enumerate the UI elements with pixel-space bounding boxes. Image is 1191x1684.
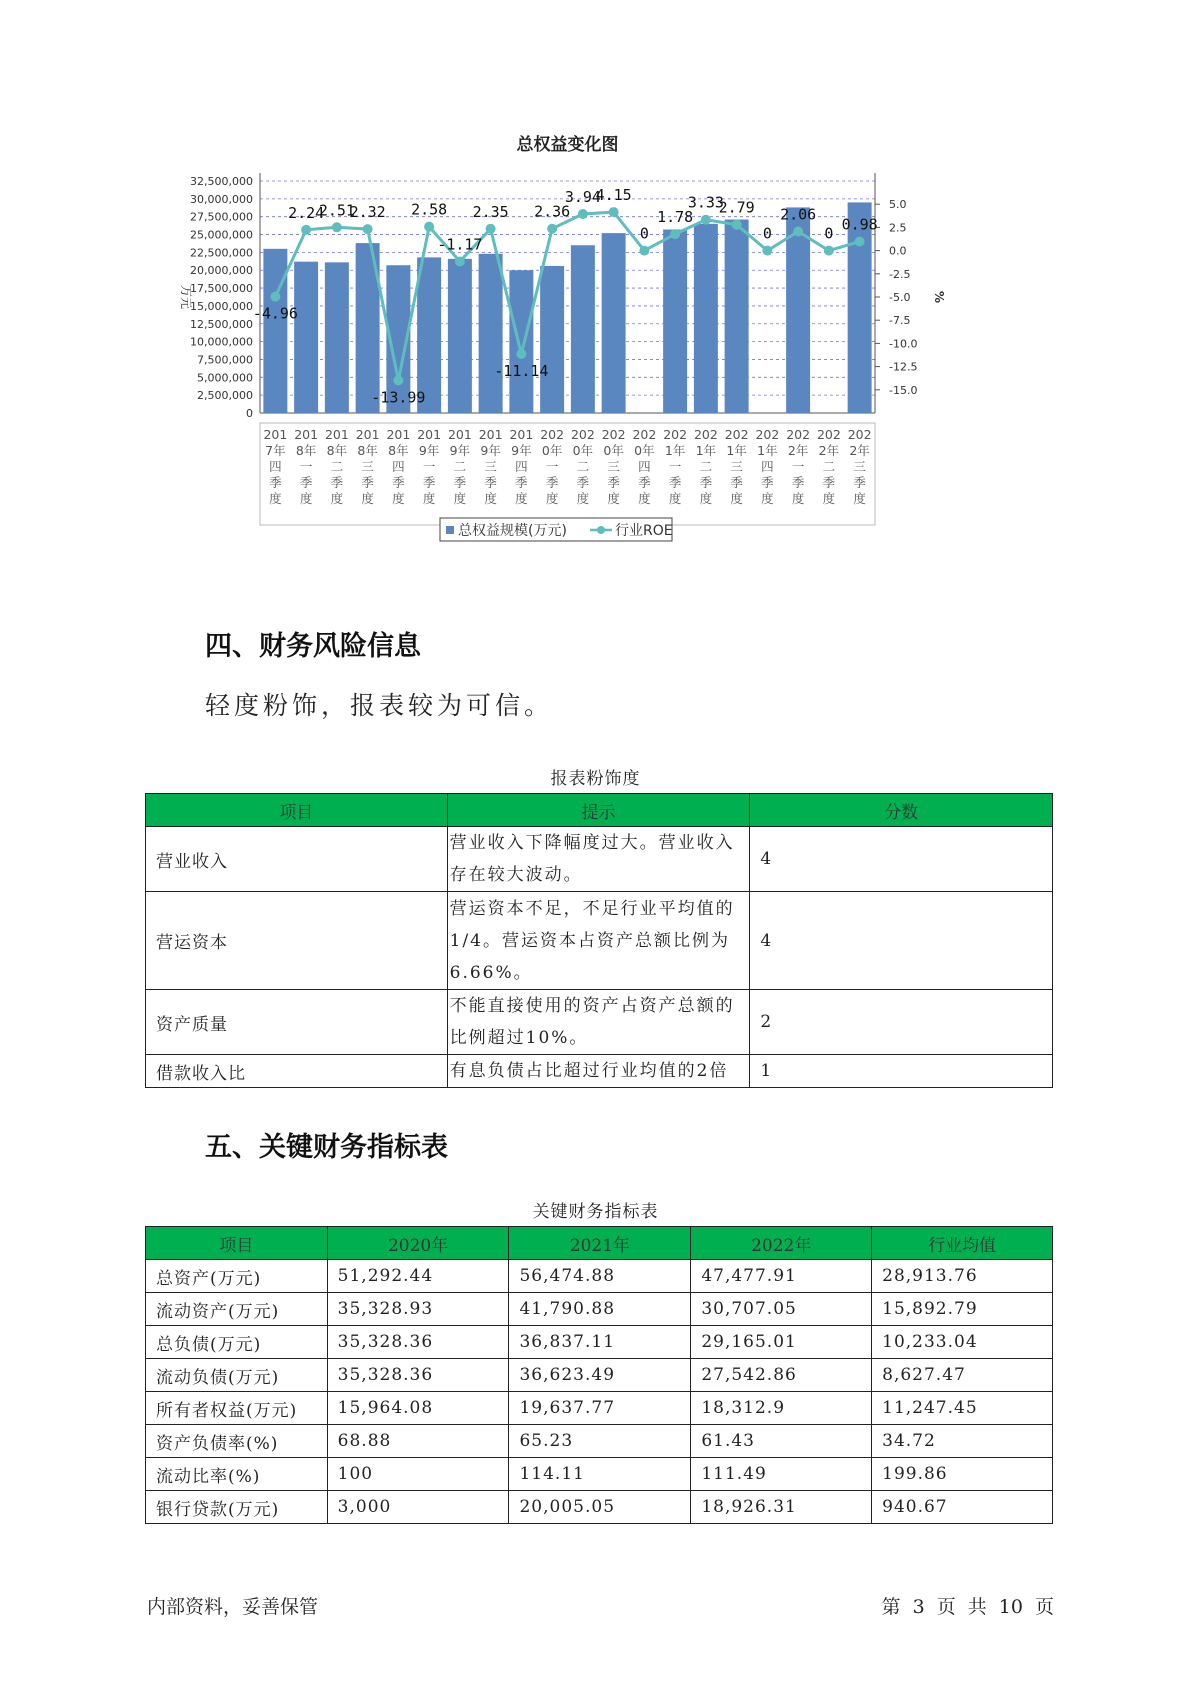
kpi-2021: 20,005.05: [509, 1491, 691, 1524]
y-tick-label: 0: [246, 407, 253, 420]
x-tick-label: 二: [330, 459, 344, 474]
x-tick-label: 度: [668, 491, 682, 506]
roe-point: [824, 246, 834, 256]
x-tick-label: 度: [361, 491, 374, 506]
header-item: 项目: [146, 1227, 328, 1260]
x-tick-label: 季: [269, 475, 282, 490]
x-tick-label: 202: [786, 427, 811, 442]
kpi-item: 总资产(万元): [146, 1260, 328, 1293]
y-tick-label: 32,500,000: [190, 175, 253, 188]
x-tick-label: 季: [761, 475, 774, 490]
x-tick-label: 四: [392, 459, 405, 474]
legend-bar-label: 总权益规模(万元): [458, 523, 567, 539]
table-row: [146, 1326, 1053, 1359]
kpi-2021: 65.23: [509, 1425, 691, 1458]
x-tick-label: 二: [822, 459, 836, 474]
x-tick-label: 202: [847, 427, 872, 442]
equity-chart: [170, 130, 970, 600]
kpi-2021: 36,623.49: [509, 1359, 691, 1392]
x-tick-label: 度: [761, 491, 774, 506]
kpi-2022: 111.49: [691, 1458, 872, 1491]
table-row: [146, 892, 1053, 990]
table-header-row: [146, 794, 1053, 827]
y2-tick-label: 5.0: [889, 198, 907, 212]
table-row: [146, 1260, 1053, 1293]
roe-data-label: 2.32: [349, 203, 386, 222]
roe-data-label: 2.24: [288, 203, 325, 222]
roe-data-label: 2.51: [318, 201, 355, 220]
kpi-2020: 100: [327, 1458, 509, 1491]
kpi-2022: 18,312.9: [691, 1392, 872, 1425]
y-tick-label: 22,500,000: [190, 246, 253, 260]
legend-line-label: 行业ROE: [615, 523, 673, 539]
kpi-industry-avg: 28,913.76: [872, 1260, 1053, 1293]
kpi-2020: 35,328.93: [327, 1293, 509, 1326]
table-row: [146, 1425, 1053, 1458]
x-tick-label: 8年: [388, 443, 409, 458]
roe-data-label: 2.79: [718, 198, 755, 217]
x-tick-label: 0年: [572, 443, 594, 458]
chart-title: 总权益变化图: [516, 135, 619, 155]
x-tick-label: 季: [422, 475, 436, 490]
risk-hint: 不能直接使用的资产占资产总额的比例超过10%。: [447, 990, 750, 1055]
x-tick-label: 2年: [849, 443, 870, 458]
kpi-2020: 68.88: [327, 1425, 509, 1458]
kpi-2021: 19,637.77: [509, 1392, 691, 1425]
x-tick-label: 季: [576, 475, 590, 490]
x-tick-label: 度: [791, 491, 805, 506]
section-heading-risk: 四、财务风险信息: [205, 631, 421, 662]
x-tick-label: 四: [515, 459, 528, 474]
risk-item: 营业收入: [146, 827, 448, 892]
kpi-industry-avg: 940.67: [872, 1491, 1053, 1524]
y-tick-label: 27,500,000: [190, 210, 253, 224]
roe-point: [793, 226, 803, 236]
x-tick-label: 季: [453, 475, 467, 490]
roe-data-label: 3.94: [564, 188, 601, 207]
bar: [294, 262, 318, 413]
x-tick-label: 2年: [787, 443, 809, 458]
x-tick-label: 1年: [664, 443, 686, 458]
kpi-2020: 35,328.36: [327, 1326, 509, 1359]
x-tick-label: 1年: [757, 443, 778, 458]
header-hint: 提示: [447, 794, 750, 827]
roe-point: [270, 292, 280, 302]
x-tick-label: 202: [693, 427, 718, 442]
risk-score: 4: [750, 892, 1053, 990]
y2-tick-label: -5.0: [889, 291, 911, 304]
roe-data-label: 2.58: [411, 200, 448, 219]
x-tick-label: 季: [484, 475, 497, 490]
kpi-2022: 27,542.86: [691, 1359, 872, 1392]
header-2020: 2020年: [327, 1227, 509, 1260]
x-tick-label: 度: [484, 491, 497, 506]
y2-axis-label: %: [932, 290, 946, 304]
kpi-table-caption: 关键财务指标表: [532, 1202, 659, 1222]
bar: [540, 266, 564, 413]
kpi-2022: 29,165.01: [691, 1326, 872, 1359]
roe-data-label: -13.99: [371, 388, 426, 407]
x-tick-label: 度: [422, 491, 436, 506]
y2-tick-label: -10.0: [889, 337, 918, 351]
kpi-industry-avg: 11,247.45: [872, 1392, 1053, 1425]
x-label-box: [260, 423, 875, 525]
section-heading-kpi: 五、关键财务指标表: [205, 1132, 448, 1163]
table-row: [146, 1055, 1053, 1088]
x-tick-label: 一: [545, 459, 559, 474]
roe-data-label: 3.33: [687, 193, 724, 212]
roe-point: [578, 209, 588, 219]
kpi-item: 总负债(万元): [146, 1326, 328, 1359]
roe-point: [701, 215, 711, 225]
x-tick-label: 度: [453, 491, 467, 506]
bar: [694, 224, 718, 413]
roe-data-label: -1.17: [437, 235, 483, 254]
kpi-industry-avg: 199.86: [872, 1458, 1053, 1491]
x-tick-label: 0年: [603, 443, 624, 458]
roe-point: [516, 349, 526, 359]
y-tick-label: 30,000,000: [190, 192, 253, 206]
x-tick-label: 一: [299, 459, 313, 474]
y2-tick-label: 2.5: [889, 221, 907, 235]
x-tick-label: 0年: [541, 443, 563, 458]
y2-tick-label: -15.0: [889, 383, 918, 397]
x-tick-label: 二: [576, 459, 590, 474]
kpi-item: 流动负债(万元): [146, 1359, 328, 1392]
kpi-item: 银行贷款(万元): [146, 1491, 328, 1524]
y2-tick-label: -2.5: [889, 267, 911, 281]
x-tick-label: 一: [422, 459, 436, 474]
x-tick-label: 季: [299, 475, 313, 490]
x-tick-label: 三: [853, 459, 866, 474]
x-tick-label: 度: [730, 491, 743, 506]
y-tick-label: 17,500,000: [190, 282, 253, 296]
x-tick-label: 1年: [695, 443, 717, 458]
roe-point: [301, 225, 311, 235]
risk-score: 4: [750, 827, 1053, 892]
y2-tick-label: 0.0: [889, 244, 907, 258]
roe-data-label: 0.98: [841, 215, 878, 234]
header-score: 分数: [750, 794, 1053, 827]
page-number: 第 3 页 共 10 页: [881, 1596, 1054, 1618]
bar: [509, 270, 533, 413]
x-tick-label: 季: [699, 475, 713, 490]
roe-point: [639, 246, 649, 256]
roe-point: [363, 224, 373, 234]
roe-data-label: 0: [824, 224, 834, 243]
x-tick-label: 201: [478, 427, 503, 442]
bar: [571, 245, 595, 413]
y-tick-label: 25,000,000: [190, 228, 253, 242]
x-tick-label: 9年: [480, 443, 501, 458]
header-industry-avg: 行业均值: [872, 1227, 1053, 1260]
table-row: [146, 1359, 1053, 1392]
x-tick-label: 202: [570, 427, 595, 442]
x-tick-label: 季: [730, 475, 743, 490]
x-tick-label: 201: [447, 427, 472, 442]
header-2021: 2021年: [509, 1227, 691, 1260]
kpi-item: 流动资产(万元): [146, 1293, 328, 1326]
roe-data-label: 0: [762, 224, 772, 243]
x-tick-label: 202: [632, 427, 657, 442]
kpi-2020: 51,292.44: [327, 1260, 509, 1293]
x-tick-label: 201: [263, 427, 288, 442]
roe-data-label: 0: [639, 224, 649, 243]
header-2022: 2022年: [691, 1227, 872, 1260]
roe-data-label: -11.14: [494, 361, 549, 380]
x-tick-label: 度: [299, 491, 313, 506]
x-tick-label: 度: [638, 491, 651, 506]
risk-score: 2: [750, 990, 1053, 1055]
roe-data-label: 2.35: [472, 202, 509, 221]
roe-point: [609, 207, 619, 217]
risk-item: 营运资本: [146, 892, 448, 990]
risk-summary: 轻度粉饰，报表较为可信。: [205, 691, 554, 720]
kpi-2020: 15,964.08: [327, 1392, 509, 1425]
x-tick-label: 一: [791, 459, 805, 474]
kpi-industry-avg: 8,627.47: [872, 1359, 1053, 1392]
x-tick-label: 1年: [726, 443, 747, 458]
x-tick-label: 201: [509, 427, 534, 442]
bar: [602, 233, 626, 413]
kpi-2020: 3,000: [327, 1491, 509, 1524]
x-tick-label: 度: [853, 491, 866, 506]
x-tick-label: 季: [515, 475, 528, 490]
risk-hint: 营运资本不足，不足行业平均值的1/4。营运资本占资产总额比例为6.66%。: [447, 892, 750, 990]
risk-score: 1: [750, 1055, 1053, 1088]
x-tick-label: 三: [607, 459, 620, 474]
x-tick-label: 7年: [265, 443, 286, 458]
kpi-2021: 114.11: [509, 1458, 691, 1491]
y-tick-label: 20,000,000: [190, 264, 253, 278]
x-tick-label: 季: [638, 475, 651, 490]
y-tick-label: 7,500,000: [197, 353, 253, 367]
y2-tick-label: -7.5: [889, 314, 911, 328]
roe-point: [855, 237, 865, 247]
x-tick-label: 9年: [511, 443, 532, 458]
y-tick-label: 15,000,000: [190, 299, 253, 313]
x-tick-label: 202: [755, 427, 780, 442]
roe-data-label: 2.06: [780, 205, 817, 224]
kpi-2022: 47,477.91: [691, 1260, 872, 1293]
x-tick-label: 202: [663, 427, 688, 442]
x-tick-label: 201: [294, 427, 319, 442]
bar: [663, 230, 687, 413]
x-tick-label: 202: [540, 427, 565, 442]
roe-data-label: 2.36: [534, 202, 571, 221]
roe-data-label: 1.78: [657, 208, 694, 227]
kpi-item: 所有者权益(万元): [146, 1392, 328, 1425]
x-tick-label: 201: [417, 427, 442, 442]
x-tick-label: 202: [816, 427, 841, 442]
kpi-2021: 36,837.11: [509, 1326, 691, 1359]
roe-data-label: 4.15: [595, 186, 632, 205]
x-tick-label: 季: [330, 475, 344, 490]
x-tick-label: 9年: [449, 443, 471, 458]
kpi-item: 流动比率(%): [146, 1458, 328, 1491]
x-tick-label: 四: [761, 459, 774, 474]
x-tick-label: 二: [453, 459, 467, 474]
x-tick-label: 201: [355, 427, 380, 442]
risk-hint: 营业收入下降幅度过大。营业收入存在较大波动。: [447, 827, 750, 892]
bar: [848, 202, 872, 413]
header-item: 项目: [146, 794, 448, 827]
table-row: [146, 1392, 1053, 1425]
x-tick-label: 8年: [326, 443, 348, 458]
x-tick-label: 度: [607, 491, 620, 506]
x-tick-label: 三: [730, 459, 743, 474]
roe-data-label: -4.96: [252, 304, 298, 323]
x-tick-label: 度: [392, 491, 405, 506]
x-tick-label: 8年: [295, 443, 317, 458]
x-tick-label: 度: [269, 491, 282, 506]
x-tick-label: 度: [822, 491, 836, 506]
kpi-industry-avg: 10,233.04: [872, 1326, 1053, 1359]
x-tick-label: 2年: [818, 443, 840, 458]
x-tick-label: 度: [699, 491, 713, 506]
x-tick-label: 三: [484, 459, 497, 474]
x-tick-label: 季: [607, 475, 620, 490]
x-tick-label: 202: [601, 427, 626, 442]
footer-confidential: 内部资料，妥善保管: [147, 1596, 319, 1618]
bar: [263, 249, 287, 413]
x-tick-label: 度: [576, 491, 590, 506]
risk-item: 资产质量: [146, 990, 448, 1055]
roe-point: [332, 222, 342, 232]
legend-line-marker: [597, 526, 605, 534]
x-tick-label: 度: [330, 491, 344, 506]
bar: [448, 259, 472, 413]
x-tick-label: 三: [361, 459, 374, 474]
risk-table-caption: 报表粉饰度: [550, 769, 641, 789]
kpi-2020: 35,328.36: [327, 1359, 509, 1392]
x-tick-label: 四: [638, 459, 651, 474]
risk-hint: 有息负债占比超过行业均值的2倍: [447, 1055, 750, 1088]
table-row: [146, 1491, 1053, 1524]
y-tick-label: 12,500,000: [190, 317, 253, 331]
x-tick-label: 季: [392, 475, 405, 490]
y2-tick-label: -12.5: [889, 360, 918, 374]
table-row: [146, 990, 1053, 1055]
x-tick-label: 9年: [418, 443, 440, 458]
kpi-industry-avg: 34.72: [872, 1425, 1053, 1458]
x-tick-label: 季: [361, 475, 374, 490]
x-tick-label: 8年: [357, 443, 378, 458]
roe-point: [732, 220, 742, 230]
x-tick-label: 度: [515, 491, 528, 506]
kpi-item: 资产负债率(%): [146, 1425, 328, 1458]
kpi-2022: 61.43: [691, 1425, 872, 1458]
bar: [479, 254, 503, 413]
x-tick-label: 季: [853, 475, 866, 490]
risk-table: [145, 793, 1053, 1088]
roe-point: [424, 222, 434, 232]
x-tick-label: 一: [668, 459, 682, 474]
x-tick-label: 二: [699, 459, 713, 474]
roe-point: [762, 246, 772, 256]
roe-point: [486, 224, 496, 234]
x-tick-label: 四: [269, 459, 282, 474]
risk-item: 借款收入比: [146, 1055, 448, 1088]
table-row: [146, 827, 1053, 892]
y-tick-label: 2,500,000: [197, 389, 253, 403]
y-axis-label: 万元: [179, 284, 193, 310]
roe-point: [393, 375, 403, 385]
bar: [325, 262, 349, 413]
table-row: [146, 1293, 1053, 1326]
roe-point: [670, 229, 680, 239]
legend-bar-swatch: [446, 526, 454, 534]
x-tick-label: 201: [324, 427, 349, 442]
y-tick-label: 5,000,000: [197, 371, 253, 385]
x-tick-label: 季: [791, 475, 805, 490]
roe-point: [455, 256, 465, 266]
x-tick-label: 季: [668, 475, 682, 490]
x-tick-label: 201: [386, 427, 411, 442]
table-header-row: [146, 1227, 1053, 1260]
x-tick-label: 202: [724, 427, 749, 442]
y-tick-label: 10,000,000: [190, 335, 253, 349]
kpi-2021: 56,474.88: [509, 1260, 691, 1293]
x-tick-label: 度: [545, 491, 559, 506]
x-tick-label: 季: [822, 475, 836, 490]
roe-point: [547, 224, 557, 234]
kpi-industry-avg: 15,892.79: [872, 1293, 1053, 1326]
kpi-table: [145, 1226, 1053, 1524]
x-tick-label: 季: [545, 475, 559, 490]
x-tick-label: 0年: [634, 443, 655, 458]
bar: [725, 220, 749, 413]
kpi-2021: 41,790.88: [509, 1293, 691, 1326]
kpi-2022: 30,707.05: [691, 1293, 872, 1326]
kpi-2022: 18,926.31: [691, 1491, 872, 1524]
table-row: [146, 1458, 1053, 1491]
